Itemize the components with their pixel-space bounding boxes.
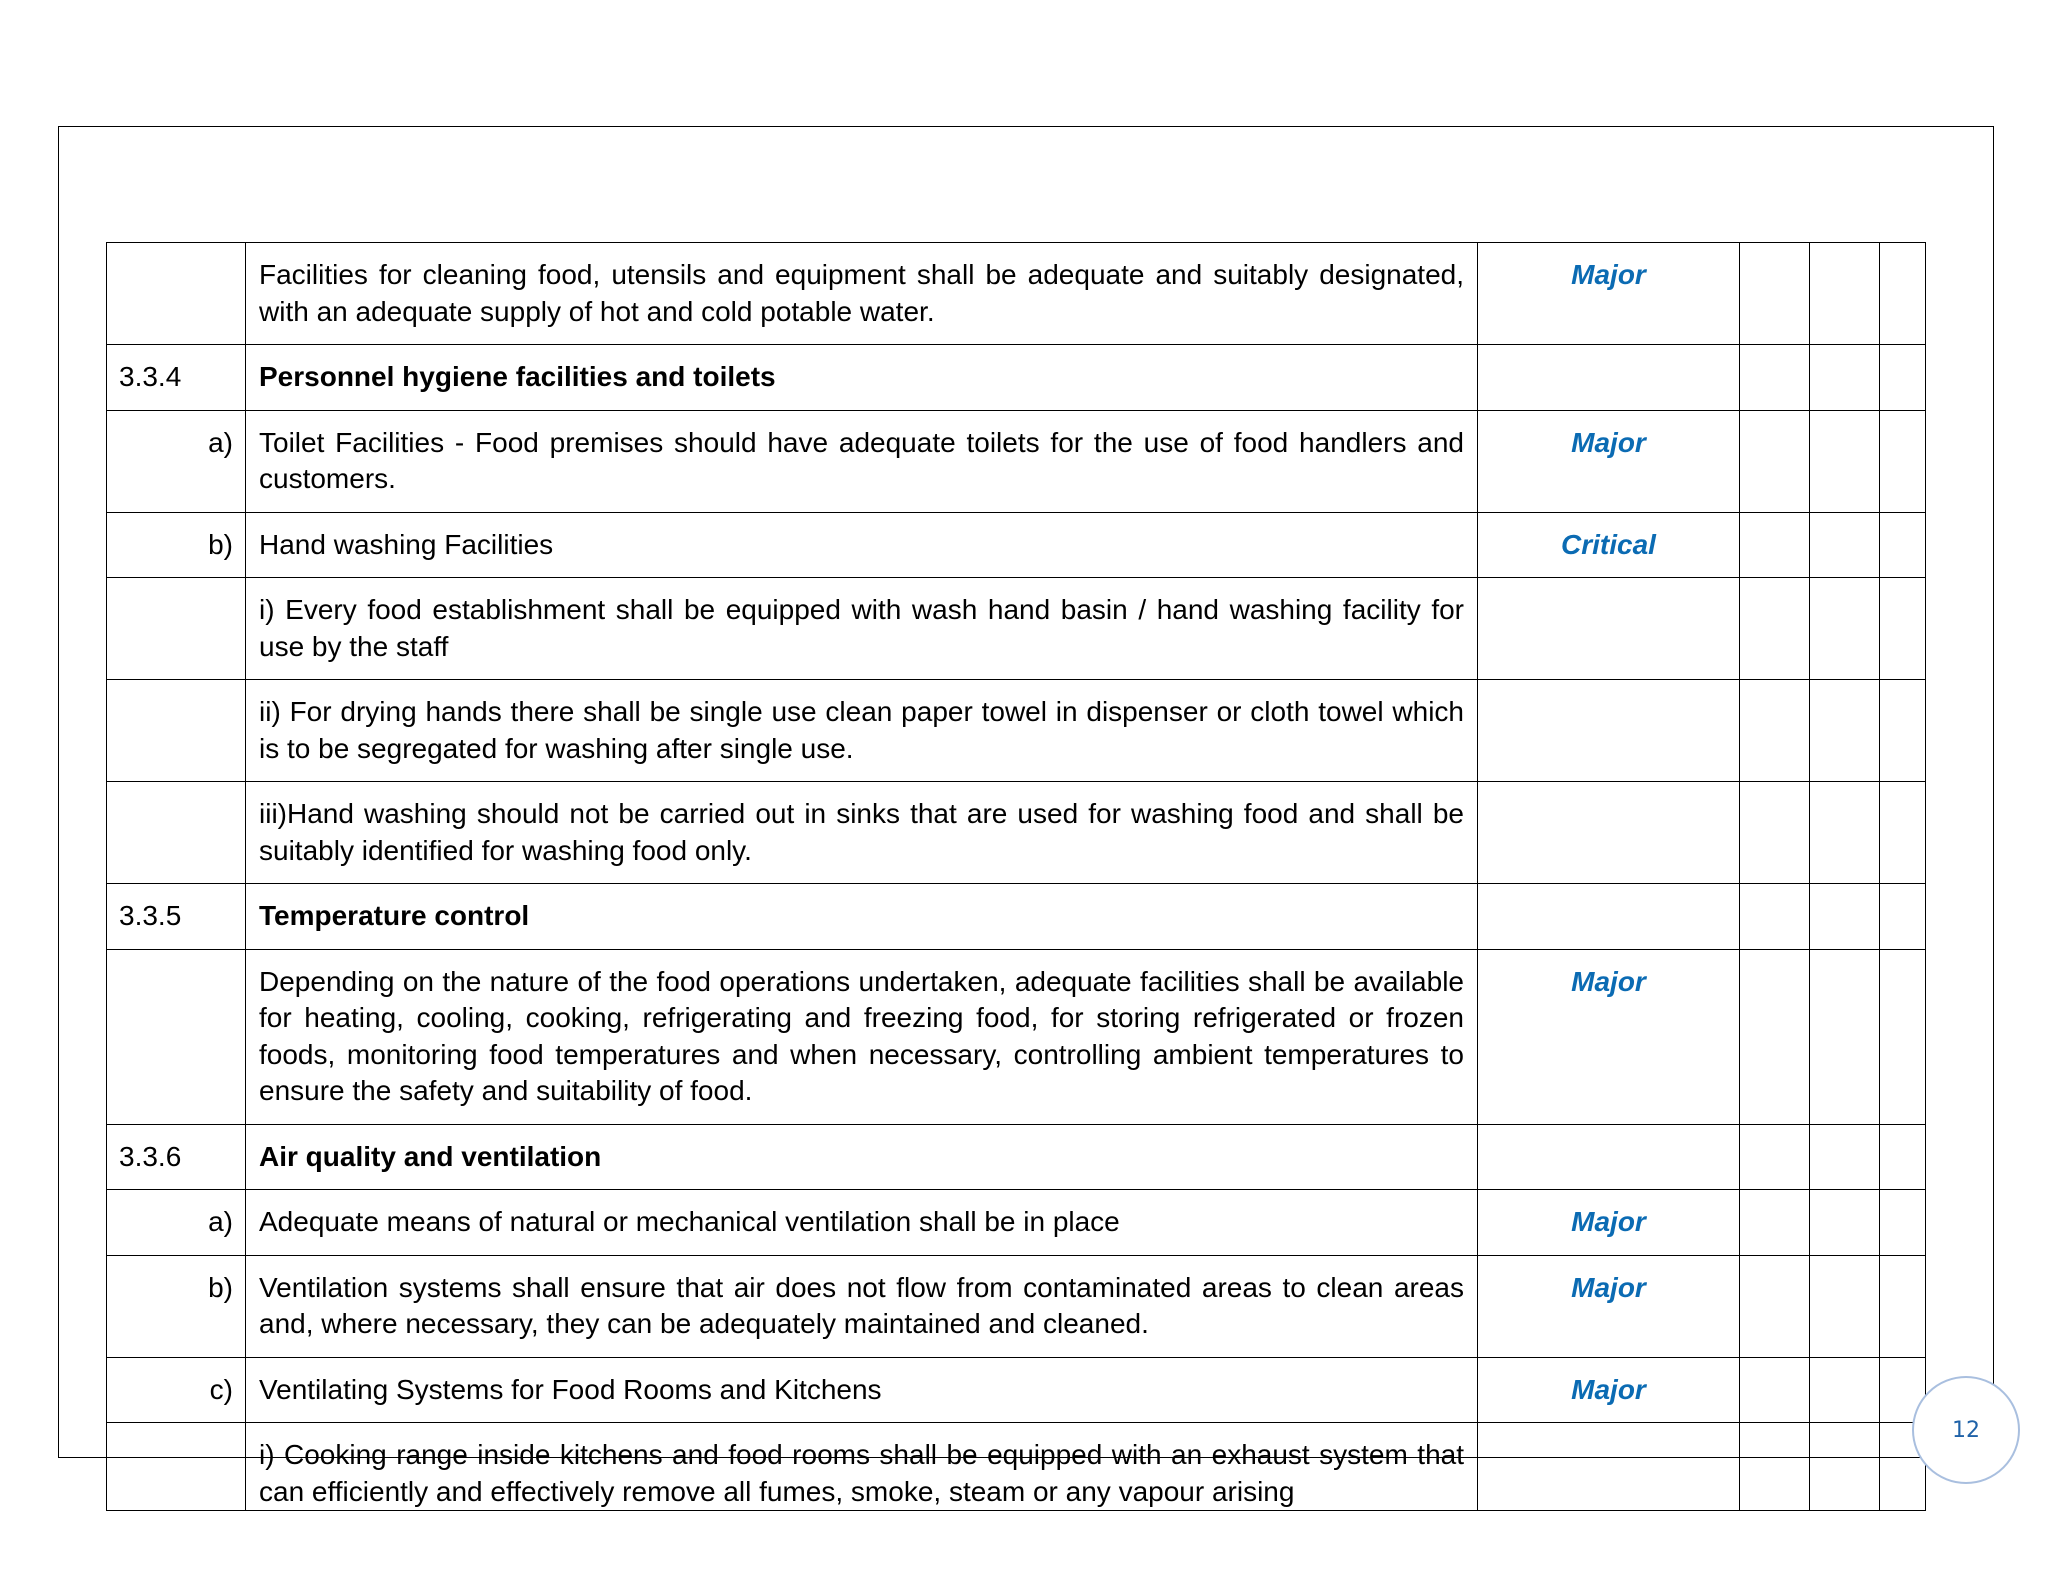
page-number: 12 xyxy=(1952,1417,1980,1443)
check-cell[interactable] xyxy=(1810,1423,1880,1511)
item-description: Depending on the nature of the food operations undertaken, adequate facilities shall be available for heating, cooling, cooking, refrigerating and freezing food, for storing refrigerated or frozen foods, monitoring food temperatures and when necessary, controlling ambient temperatures to ensure the safety and suitability of food. xyxy=(246,949,1478,1124)
check-cell[interactable] xyxy=(1810,949,1880,1124)
check-cell[interactable] xyxy=(1810,884,1880,950)
check-cell[interactable] xyxy=(1810,1357,1880,1423)
check-cell[interactable] xyxy=(1880,345,1926,411)
check-cell[interactable] xyxy=(1880,410,1926,512)
item-number xyxy=(107,578,246,680)
check-cell[interactable] xyxy=(1880,680,1926,782)
section-title: Air quality and ventilation xyxy=(246,1124,1478,1190)
check-cell[interactable] xyxy=(1740,949,1810,1124)
item-number: a) xyxy=(107,410,246,512)
check-cell[interactable] xyxy=(1740,345,1810,411)
check-cell[interactable] xyxy=(1740,782,1810,884)
table-row xyxy=(107,1357,1926,1423)
severity-label xyxy=(1478,1124,1740,1190)
check-cell[interactable] xyxy=(1810,410,1880,512)
check-cell[interactable] xyxy=(1880,949,1926,1124)
check-cell[interactable] xyxy=(1810,782,1880,884)
item-description: i) Cooking range inside kitchens and food rooms shall be equipped with an exhaust system that can efficiently and effectively remove all fumes, smoke, steam or any vapour arising xyxy=(246,1423,1478,1511)
item-description: Ventilation systems shall ensure that air does not flow from contaminated areas to clean areas and, where necessary, they can be adequately maintained and cleaned. xyxy=(246,1255,1478,1357)
section-row xyxy=(107,1124,1926,1190)
check-cell[interactable] xyxy=(1740,884,1810,950)
item-number xyxy=(107,782,246,884)
section-title: Temperature control xyxy=(246,884,1478,950)
table-row xyxy=(107,243,1926,345)
severity-label xyxy=(1478,1423,1740,1511)
check-cell[interactable] xyxy=(1740,410,1810,512)
check-cell[interactable] xyxy=(1740,1190,1810,1256)
check-cell[interactable] xyxy=(1810,512,1880,578)
table-row xyxy=(107,1255,1926,1357)
table-row xyxy=(107,1190,1926,1256)
table-row xyxy=(107,578,1926,680)
table-row xyxy=(107,1423,1926,1511)
page-number-badge xyxy=(1912,1376,2020,1484)
check-cell[interactable] xyxy=(1810,1124,1880,1190)
checklist-table xyxy=(106,242,1926,1511)
severity-label xyxy=(1478,782,1740,884)
check-cell[interactable] xyxy=(1880,243,1926,345)
item-number xyxy=(107,949,246,1124)
table-row xyxy=(107,680,1926,782)
section-number: 3.3.5 xyxy=(107,884,246,950)
check-cell[interactable] xyxy=(1740,1357,1810,1423)
check-cell[interactable] xyxy=(1740,512,1810,578)
item-description: Adequate means of natural or mechanical ventilation shall be in place xyxy=(246,1190,1478,1256)
item-description: Toilet Facilities - Food premises should have adequate toilets for the use of food handlers and customers. xyxy=(246,410,1478,512)
check-cell[interactable] xyxy=(1810,345,1880,411)
section-row xyxy=(107,345,1926,411)
item-number: b) xyxy=(107,512,246,578)
section-row xyxy=(107,884,1926,950)
check-cell[interactable] xyxy=(1740,1255,1810,1357)
severity-label: Major xyxy=(1478,949,1740,1124)
item-number: a) xyxy=(107,1190,246,1256)
severity-label xyxy=(1478,345,1740,411)
section-title: Personnel hygiene facilities and toilets xyxy=(246,345,1478,411)
item-description: iii)Hand washing should not be carried out in sinks that are used for washing food and shall be suitably identified for washing food only. xyxy=(246,782,1478,884)
item-description: ii) For drying hands there shall be single use clean paper towel in dispenser or cloth towel which is to be segregated for washing after single use. xyxy=(246,680,1478,782)
check-cell[interactable] xyxy=(1810,680,1880,782)
severity-label: Major xyxy=(1478,1357,1740,1423)
table-row xyxy=(107,512,1926,578)
severity-label: Major xyxy=(1478,243,1740,345)
severity-label: Major xyxy=(1478,410,1740,512)
check-cell[interactable] xyxy=(1880,1124,1926,1190)
check-cell[interactable] xyxy=(1810,1255,1880,1357)
check-cell[interactable] xyxy=(1740,1124,1810,1190)
item-number: c) xyxy=(107,1357,246,1423)
item-description: Ventilating Systems for Food Rooms and Kitchens xyxy=(246,1357,1478,1423)
severity-label xyxy=(1478,884,1740,950)
item-description: i) Every food establishment shall be equipped with wash hand basin / hand washing facility for use by the staff xyxy=(246,578,1478,680)
severity-label xyxy=(1478,680,1740,782)
check-cell[interactable] xyxy=(1810,1190,1880,1256)
check-cell[interactable] xyxy=(1880,578,1926,680)
section-number: 3.3.6 xyxy=(107,1124,246,1190)
check-cell[interactable] xyxy=(1810,243,1880,345)
check-cell[interactable] xyxy=(1880,1255,1926,1357)
check-cell[interactable] xyxy=(1740,243,1810,345)
item-number xyxy=(107,1423,246,1511)
item-number xyxy=(107,243,246,345)
item-description: Facilities for cleaning food, utensils and equipment shall be adequate and suitably designated, with an adequate supply of hot and cold potable water. xyxy=(246,243,1478,345)
severity-label xyxy=(1478,578,1740,680)
table-row xyxy=(107,782,1926,884)
check-cell[interactable] xyxy=(1810,578,1880,680)
item-number xyxy=(107,680,246,782)
table-row xyxy=(107,949,1926,1124)
check-cell[interactable] xyxy=(1880,512,1926,578)
section-number: 3.3.4 xyxy=(107,345,246,411)
check-cell[interactable] xyxy=(1880,782,1926,884)
item-description: Hand washing Facilities xyxy=(246,512,1478,578)
check-cell[interactable] xyxy=(1740,1423,1810,1511)
check-cell[interactable] xyxy=(1880,1190,1926,1256)
check-cell[interactable] xyxy=(1880,884,1926,950)
severity-label: Major xyxy=(1478,1255,1740,1357)
severity-label: Major xyxy=(1478,1190,1740,1256)
check-cell[interactable] xyxy=(1740,680,1810,782)
table-row xyxy=(107,410,1926,512)
item-number: b) xyxy=(107,1255,246,1357)
severity-label: Critical xyxy=(1478,512,1740,578)
check-cell[interactable] xyxy=(1740,578,1810,680)
